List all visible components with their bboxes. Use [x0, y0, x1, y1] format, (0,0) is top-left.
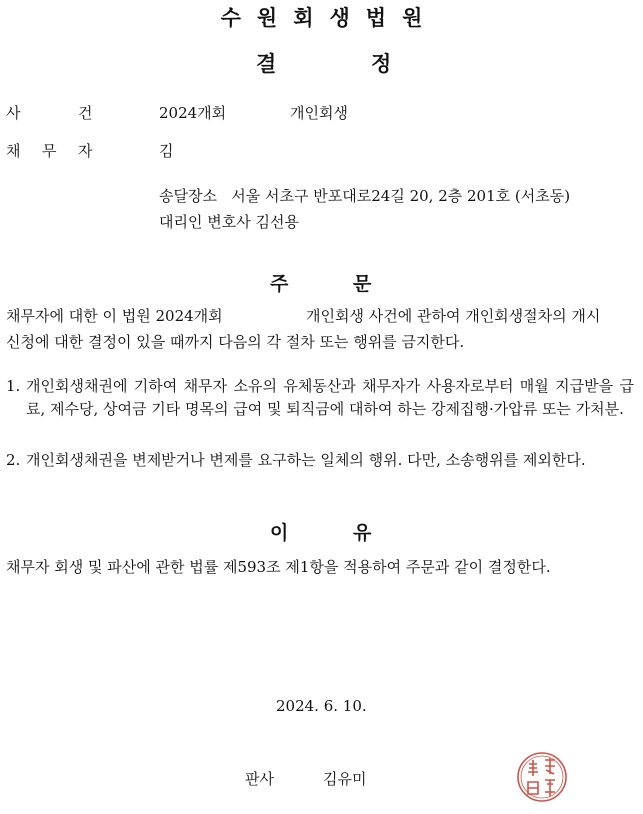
decision-title-left: 결	[256, 52, 277, 76]
case-number: 2024개회	[159, 104, 227, 122]
decision-title-right: 정	[371, 52, 392, 76]
order-item-1	[6, 375, 634, 421]
address-value: 서울 서초구 반포대로24길 20, 2층 201호 (서초동)	[231, 187, 571, 205]
reason-text: 채무자 회생 및 파산에 관한 법률 제593조 제1항을 적용하여 주문과 같이 결정한다.	[6, 558, 551, 576]
judge-label: 판사	[245, 770, 274, 788]
judge-name: 김유미	[323, 770, 367, 788]
debtor-label-char-2: 무	[42, 142, 57, 160]
court-name: 수원회생법원	[220, 6, 439, 30]
order-item-number: 2.	[6, 451, 21, 469]
agent-line: 대리인 변호사 김선용	[159, 213, 299, 231]
order-intro-line2: 신청에 대한 결정이 있을 때까지 다음의 각 절차 또는 행위를 금지한다.	[6, 333, 465, 351]
order-item-text: 개인회생채권을 변제받거나 변제를 요구하는 일체의 행위. 다만, 소송행위를 제외한다.	[26, 451, 586, 469]
case-type: 개인회생	[290, 104, 348, 122]
order-item-text: 개인회생채권에 기하여 채무자 소유의 유체동산과 채무자가 사용자로부터 매월 지급받을 급료, 제수당, 상여금 기타 명목의 급여 및 퇴직금에 대하여 하는 강제집행·가압류 또는 가처분.	[26, 377, 634, 418]
order-intro-part2: 개인회생 사건에 관하여 개인회생절차의 개시	[306, 307, 601, 325]
order-item-number: 1.	[6, 377, 21, 395]
delivery-address-line	[159, 185, 570, 206]
court-seal-stamp	[507, 742, 577, 812]
order-item-2	[6, 449, 634, 472]
order-heading-right: 문	[353, 273, 372, 295]
reason-heading-left: 이	[270, 522, 289, 544]
address-label: 송달장소	[159, 187, 217, 205]
debtor-label-char-1: 채	[6, 142, 21, 160]
order-intro-part1: 채무자에 대한 이 법원 2024개회	[6, 307, 223, 325]
order-heading-left: 주	[270, 273, 289, 295]
decision-date: 2024. 6. 10.	[276, 697, 367, 715]
case-label-char-2: 건	[78, 104, 93, 122]
debtor-name: 김	[159, 142, 174, 160]
case-label-char-1: 사	[6, 104, 21, 122]
debtor-label-char-3: 자	[78, 142, 93, 160]
reason-heading-right: 유	[353, 522, 372, 544]
